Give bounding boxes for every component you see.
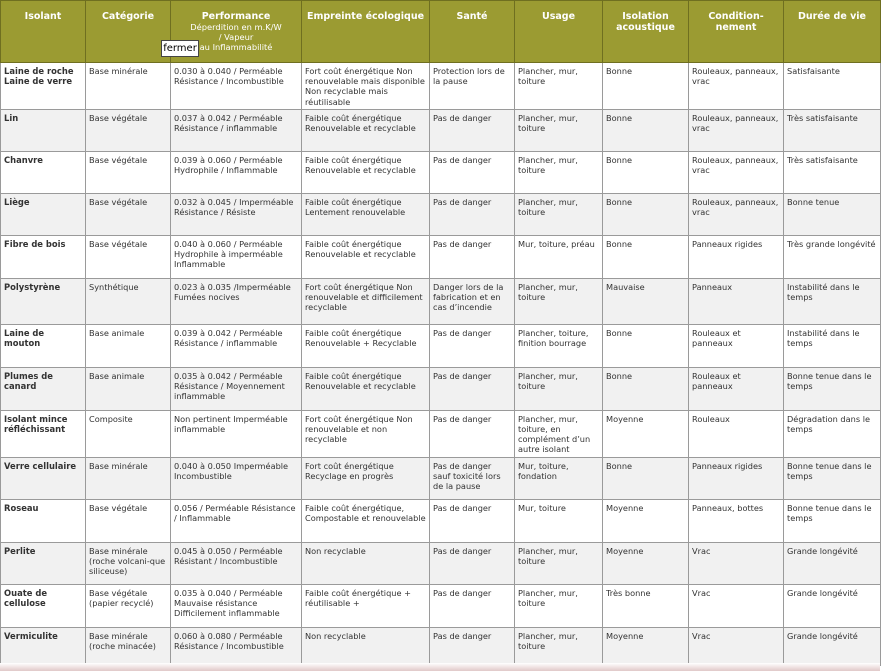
cell-duree: Grande longévité <box>784 542 881 584</box>
cell-categorie: Base minérale <box>86 63 171 110</box>
table-row <box>1 278 881 324</box>
table-row <box>1 410 881 457</box>
cell-conditionnement: Panneaux <box>689 278 784 324</box>
cell-performance: 0.035 à 0.040 / Perméable Mauvaise résistance Difficilement inflammable <box>171 584 302 627</box>
cell-sante: Pas de danger <box>430 193 515 235</box>
cell-usage: Mur, toiture <box>515 499 603 542</box>
cell-performance: 0.037 à 0.042 / Perméable Résistance / inflammable <box>171 109 302 151</box>
header-performance-sub3: au Inflammabilité <box>199 42 273 52</box>
cell-sante: Pas de danger <box>430 627 515 665</box>
cell-performance: 0.040 à 0.050 Imperméable Incombustible <box>171 457 302 499</box>
table-row <box>1 457 881 499</box>
cell-empreinte: Faible coût énergétique, Compostable et renouvelable <box>302 499 430 542</box>
cell-performance: 0.023 à 0.035 /Imperméable Fumées nocives <box>171 278 302 324</box>
table-row <box>1 63 881 110</box>
cell-sante: Danger lors de la fabrication et en cas d’incendie <box>430 278 515 324</box>
cell-duree: Bonne tenue <box>784 193 881 235</box>
cell-usage: Plancher, mur, toiture, en complément d’un autre isolant <box>515 410 603 457</box>
cell-conditionnement: Panneaux rigides <box>689 235 784 278</box>
cell-empreinte: Fort coût énergétique Non renouvelable mais disponible Non recyclable mais réutilisable <box>302 63 430 110</box>
cell-isolant: Ouate de cellulose <box>1 584 86 627</box>
cell-empreinte: Faible coût énergétique + réutilisable + <box>302 584 430 627</box>
cell-categorie: Base végétale <box>86 193 171 235</box>
cell-categorie: Base végétale <box>86 109 171 151</box>
header-categorie: Catégorie <box>86 1 171 63</box>
cell-usage: Mur, toiture, préau <box>515 235 603 278</box>
cell-categorie: Base végétale <box>86 151 171 193</box>
cell-sante: Pas de danger <box>430 584 515 627</box>
cell-conditionnement: Rouleaux <box>689 410 784 457</box>
header-duree: Durée de vie <box>784 1 881 63</box>
cell-acoustique: Bonne <box>603 324 689 367</box>
cell-empreinte: Faible coût énergétique Renouvelable + Recyclable <box>302 324 430 367</box>
cell-acoustique: Très bonne <box>603 584 689 627</box>
cell-categorie: Base minérale (roche minacée) <box>86 627 171 665</box>
table-body <box>1 63 881 666</box>
table-row <box>1 367 881 410</box>
cell-isolant: Lin <box>1 109 86 151</box>
cell-performance: Non pertinent Imperméable inflammable <box>171 410 302 457</box>
cell-duree: Très grande longévité <box>784 235 881 278</box>
cell-conditionnement: Rouleaux, panneaux, vrac <box>689 151 784 193</box>
cell-usage: Plancher, mur, toiture <box>515 63 603 110</box>
cell-usage: Plancher, mur, toiture <box>515 542 603 584</box>
cell-duree: Bonne tenue dans le temps <box>784 367 881 410</box>
cell-usage: Plancher, mur, toiture <box>515 151 603 193</box>
cell-empreinte: Fort coût énergétique Recyclage en progrès <box>302 457 430 499</box>
close-tooltip[interactable]: fermer <box>161 40 199 57</box>
cell-acoustique: Moyenne <box>603 499 689 542</box>
cell-conditionnement: Panneaux rigides <box>689 457 784 499</box>
cell-usage: Plancher, mur, toiture <box>515 367 603 410</box>
cell-isolant: Roseau <box>1 499 86 542</box>
cell-duree: Bonne tenue dans le temps <box>784 499 881 542</box>
cell-categorie: Base végétale (papier recyclé) <box>86 584 171 627</box>
table-row <box>1 542 881 584</box>
cell-duree: Très satisfaisante <box>784 151 881 193</box>
cell-conditionnement: Panneaux, bottes <box>689 499 784 542</box>
cell-isolant: Liège <box>1 193 86 235</box>
cell-acoustique: Bonne <box>603 235 689 278</box>
cell-sante: Pas de danger <box>430 410 515 457</box>
cell-performance: 0.035 à 0.042 / Perméable Résistance / Moyennement inflammable <box>171 367 302 410</box>
cell-sante: Pas de danger <box>430 499 515 542</box>
cell-sante: Protection lors de la pause <box>430 63 515 110</box>
cell-conditionnement: Vrac <box>689 542 784 584</box>
cell-acoustique: Mauvaise <box>603 278 689 324</box>
cell-categorie: Base végétale <box>86 499 171 542</box>
cell-isolant: Verre cellulaire <box>1 457 86 499</box>
cell-acoustique: Bonne <box>603 151 689 193</box>
header-sante: Santé <box>430 1 515 63</box>
cell-isolant: Laine de roche Laine de verre <box>1 63 86 110</box>
cell-conditionnement: Rouleaux, panneaux, vrac <box>689 109 784 151</box>
cell-empreinte: Faible coût énergétique Lentement renouvelable <box>302 193 430 235</box>
cell-duree: Très satisfaisante <box>784 109 881 151</box>
cell-categorie: Base minérale (roche volcani-que siliceuse) <box>86 542 171 584</box>
cell-performance: 0.039 à 0.060 / Perméable Hydrophile / Inflammable <box>171 151 302 193</box>
cell-duree: Instabilité dans le temps <box>784 324 881 367</box>
cell-categorie: Base minérale <box>86 457 171 499</box>
cell-acoustique: Moyenne <box>603 542 689 584</box>
header-empreinte: Empreinte écologique <box>302 1 430 63</box>
table-header-row <box>1 1 881 63</box>
cell-isolant: Chanvre <box>1 151 86 193</box>
header-performance-sub2: / Vapeur <box>218 32 254 42</box>
table-row <box>1 499 881 542</box>
cell-duree: Satisfaisante <box>784 63 881 110</box>
table-row <box>1 235 881 278</box>
cell-categorie: Base végétale <box>86 235 171 278</box>
cell-acoustique: Bonne <box>603 63 689 110</box>
cell-usage: Plancher, mur, toiture <box>515 584 603 627</box>
cell-performance: 0.045 à 0.050 / Perméable Résistant / Incombustible <box>171 542 302 584</box>
cell-usage: Plancher, toiture, finition bourrage <box>515 324 603 367</box>
table-row <box>1 627 881 665</box>
table-row <box>1 151 881 193</box>
cell-categorie: Synthétique <box>86 278 171 324</box>
cell-duree: Grande longévité <box>784 584 881 627</box>
cell-conditionnement: Vrac <box>689 627 784 665</box>
header-acoustique: Isolation acoustique <box>603 1 689 63</box>
cell-isolant: Plumes de canard <box>1 367 86 410</box>
table-row <box>1 324 881 367</box>
cell-sante: Pas de danger <box>430 235 515 278</box>
cell-conditionnement: Rouleaux, panneaux, vrac <box>689 63 784 110</box>
cell-acoustique: Bonne <box>603 457 689 499</box>
cell-performance: 0.032 à 0.045 / Imperméable Résistance / Résiste <box>171 193 302 235</box>
cell-empreinte: Fort coût énergétique Non renouvelable et non recyclable <box>302 410 430 457</box>
cell-duree: Grande longévité <box>784 627 881 665</box>
table-row <box>1 109 881 151</box>
cell-sante: Pas de danger <box>430 542 515 584</box>
cell-duree: Instabilité dans le temps <box>784 278 881 324</box>
cell-isolant: Laine de mouton <box>1 324 86 367</box>
cell-usage: Plancher, mur, toiture <box>515 193 603 235</box>
bottom-scroll-edge <box>0 663 880 671</box>
cell-sante: Pas de danger sauf toxicité lors de la pause <box>430 457 515 499</box>
cell-isolant: Polystyrène <box>1 278 86 324</box>
cell-performance: 0.056 / Perméable Résistance / Inflammable <box>171 499 302 542</box>
cell-performance: 0.060 à 0.080 / Perméable Résistance / Incombustible <box>171 627 302 665</box>
cell-categorie: Composite <box>86 410 171 457</box>
cell-duree: Dégradation dans le temps <box>784 410 881 457</box>
cell-conditionnement: Rouleaux, panneaux, vrac <box>689 193 784 235</box>
cell-empreinte: Faible coût énergétique Renouvelable et recyclable <box>302 235 430 278</box>
cell-isolant: Isolant mince réfléchissant <box>1 410 86 457</box>
cell-acoustique: Moyenne <box>603 410 689 457</box>
cell-acoustique: Bonne <box>603 367 689 410</box>
cell-duree: Bonne tenue dans le temps <box>784 457 881 499</box>
cell-usage: Plancher, mur, toiture <box>515 109 603 151</box>
cell-sante: Pas de danger <box>430 151 515 193</box>
cell-acoustique: Bonne <box>603 193 689 235</box>
cell-performance: 0.030 à 0.040 / Perméable Résistance / Incombustible <box>171 63 302 110</box>
cell-empreinte: Non recyclable <box>302 542 430 584</box>
cell-performance: 0.040 à 0.060 / Perméable Hydrophile à imperméable Inflammable <box>171 235 302 278</box>
cell-isolant: Vermiculite <box>1 627 86 665</box>
cell-performance: 0.039 à 0.042 / Perméable Résistance / inflammable <box>171 324 302 367</box>
cell-empreinte: Faible coût énergétique Renouvelable et recyclable <box>302 367 430 410</box>
table-row <box>1 193 881 235</box>
cell-conditionnement: Rouleaux et panneaux <box>689 367 784 410</box>
cell-acoustique: Bonne <box>603 109 689 151</box>
cell-conditionnement: Vrac <box>689 584 784 627</box>
table-row <box>1 584 881 627</box>
cell-empreinte: Non recyclable <box>302 627 430 665</box>
cell-empreinte: Fort coût énergétique Non renouvelable et difficilement recyclable <box>302 278 430 324</box>
cell-acoustique: Moyenne <box>603 627 689 665</box>
cell-empreinte: Faible coût énergétique Renouvelable et recyclable <box>302 109 430 151</box>
header-performance-title: Performance <box>201 11 271 22</box>
header-performance-sub1: Déperdition en m.K/W <box>190 22 282 32</box>
cell-isolant: Fibre de bois <box>1 235 86 278</box>
cell-categorie: Base animale <box>86 324 171 367</box>
cell-isolant: Perlite <box>1 542 86 584</box>
cell-usage: Mur, toiture, fondation <box>515 457 603 499</box>
cell-usage: Plancher, mur, toiture <box>515 278 603 324</box>
header-usage: Usage <box>515 1 603 63</box>
cell-conditionnement: Rouleaux et panneaux <box>689 324 784 367</box>
cell-sante: Pas de danger <box>430 109 515 151</box>
cell-sante: Pas de danger <box>430 367 515 410</box>
header-conditionnement: Condition-nement <box>689 1 784 63</box>
cell-usage: Plancher, mur, toiture <box>515 627 603 665</box>
cell-categorie: Base animale <box>86 367 171 410</box>
cell-empreinte: Faible coût énergétique Renouvelable et recyclable <box>302 151 430 193</box>
header-isolant: Isolant <box>1 1 86 63</box>
cell-sante: Pas de danger <box>430 324 515 367</box>
